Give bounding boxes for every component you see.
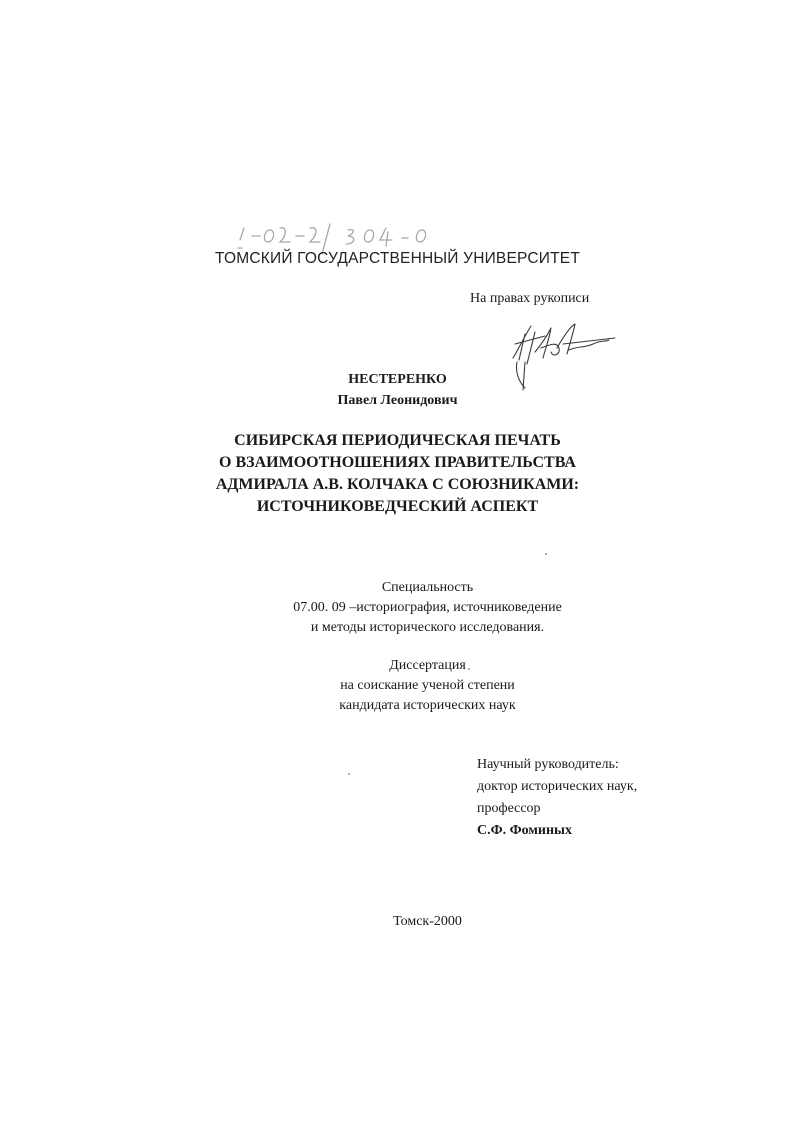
advisor-name: С.Ф. Фоминых [477,823,572,838]
scan-speck [468,668,470,670]
author-given-name: Павел Леонидович [337,393,458,408]
degree-name: кандидата исторических наук [339,698,516,713]
scan-speck [545,553,547,555]
dissertation-label: Диссертация [389,658,466,673]
advisor-degree: доктор исторических наук, [477,779,638,794]
city-year: Томск-2000 [393,914,462,929]
specialty-label: Специальность [381,580,474,595]
advisor-label: Научный руководитель: [477,757,619,772]
degree-purpose: на соискание ученой степени [340,678,515,693]
advisor-block [477,754,637,842]
scan-speck [348,773,350,775]
specialty-code: 07.00. 09 –историография, источниковедение [293,600,562,615]
dissertation-title [0,430,795,518]
title-line: АДМИРАЛА А.В. КОЛЧАКА С СОЮЗНИКАМИ: [215,476,580,493]
specialty-description: и методы исторического исследования. [310,620,545,635]
title-line: О ВЗАИМООТНОШЕНИЯХ ПРАВИТЕЛЬСТВА [219,454,576,471]
specialty-block [0,578,795,638]
title-line: ИСТОЧНИКОВЕДЧЕСКИЙ АСПЕКТ [256,498,539,515]
author-surname: НЕСТЕРЕНКО [348,372,447,387]
advisor-rank: профессор [477,801,541,816]
dissertation-block [0,656,795,716]
manuscript-rights-note: На правах рукописи [470,291,590,306]
university-name: ТОМСКИЙ ГОСУДАРСТВЕННЫЙ УНИВЕРСИТЕТ [215,250,580,267]
title-line: СИБИРСКАЯ ПЕРИОДИЧЕСКАЯ ПЕЧАТЬ [234,432,561,449]
